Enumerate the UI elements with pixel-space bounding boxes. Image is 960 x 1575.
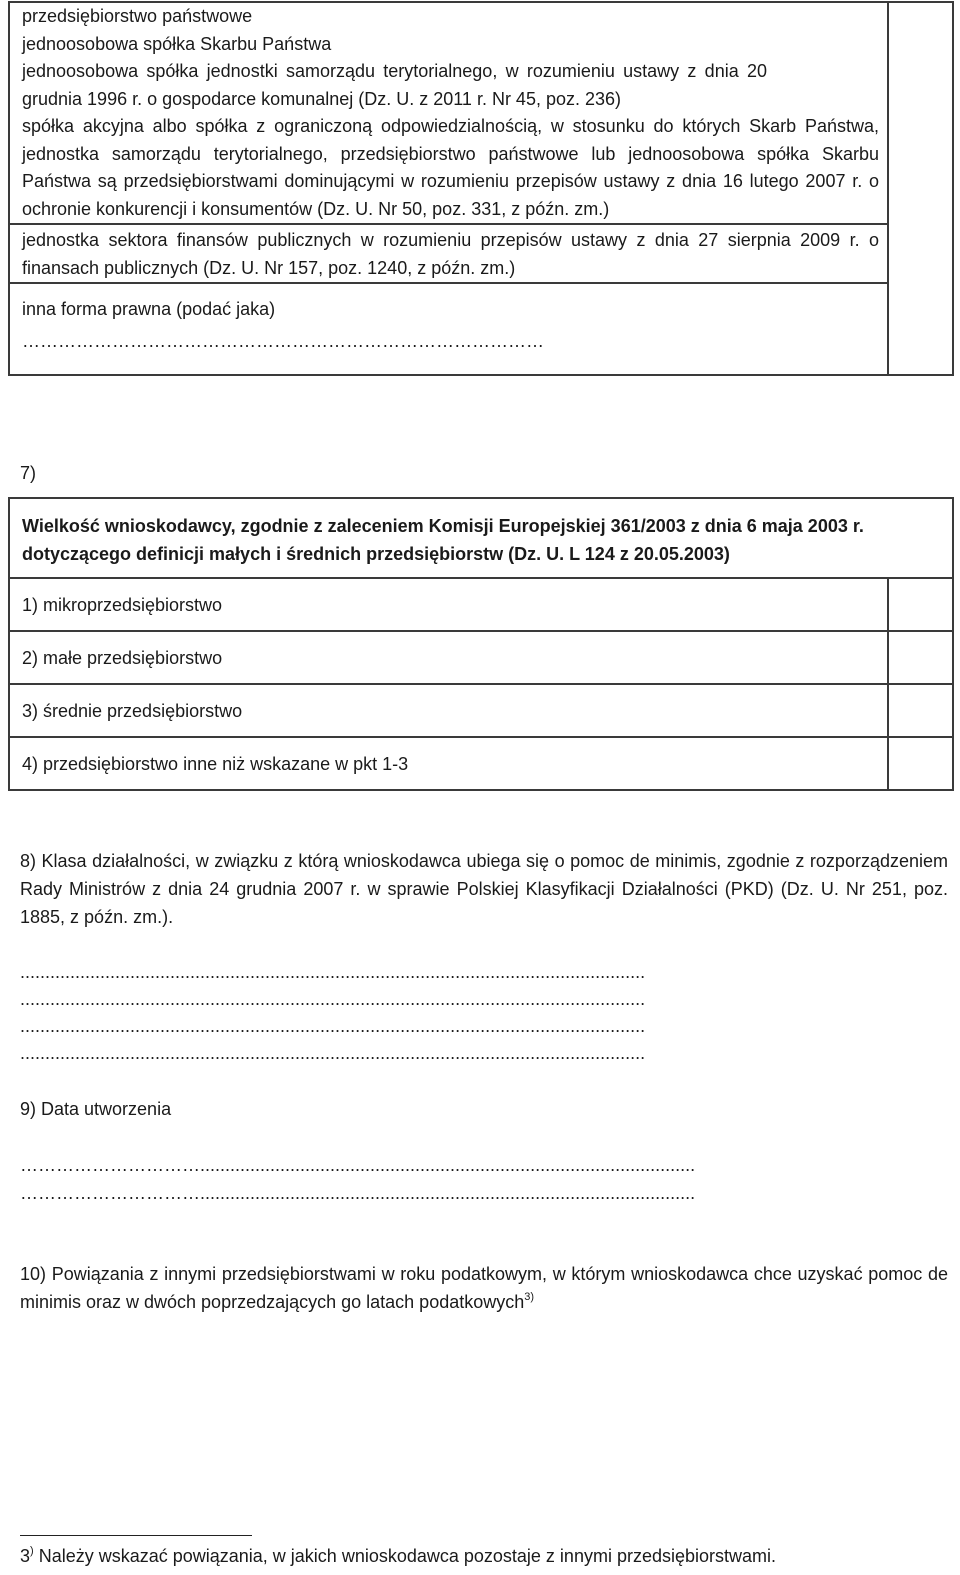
enterprise-size-option: 2) małe przedsiębiorstwo (22, 647, 223, 668)
enterprise-size-option: 4) przedsiębiorstwo inne niż wskazane w pkt 1-3 (22, 753, 409, 774)
footnote-number-sup: ) (30, 1545, 34, 1557)
activity-class-field[interactable]: ............................................................................................................................. (20, 989, 646, 1009)
footnote-text: Należy wskazać powiązania, w jakich wnioskodawca pozostaje z innymi przedsiębiorstwami. (33, 1546, 777, 1566)
enterprise-size-option: 3) średnie przedsiębiorstwo (22, 700, 243, 721)
creation-date-field[interactable]: …………………………................................................................................................... (20, 1183, 696, 1203)
activity-class-text: 8) Klasa działalności, w związku z którą wnioskodawca ubiega się o pomoc de minimis, zgodnie z rozporządzeniem Rady Ministrów z dnia 24 grudnia 2007 r. w sprawie Polskiej Klasyfikacji Działalności (PKD) (Dz. U. Nr 251, poz. 1885, z późn. zm.). (20, 851, 948, 927)
enterprise-size-checkbox[interactable] (888, 684, 953, 737)
footnote (20, 1543, 776, 1569)
creation-date-field[interactable]: …………………………................................................................................................... (20, 1155, 696, 1175)
related-enterprises-label: 10) Powiązania z innymi przedsiębiorstwami w roku podatkowym, w którym wnioskodawca chce uzyskać pomoc de minimis oraz w dwóch poprzedzających go latach podatkowych (20, 1264, 948, 1312)
table-row (9, 224, 953, 283)
enterprise-size-checkbox[interactable] (888, 737, 953, 790)
legal-form-option: spółka akcyjna albo spółka z ograniczoną odpowiedzialnością, w stosunku do których Skarb Państwa, jednostka samorządu terytorialnego, przedsiębiorstwo państwowe lub jednoosobowa spółka Skarbu Państwa są przedsiębiorstwami dominującymi w rozumieniu przepisów ustawy z dnia 16 lutego 2007 r. o ochronie konkurencji i konsumentów (Dz. U. Nr 50, poz. 331, z późn. zm.) (22, 116, 879, 219)
legal-form-checkbox-cell[interactable] (888, 2, 953, 375)
footnote-number: 3 (20, 1546, 31, 1566)
table-row (9, 498, 953, 578)
activity-class-field[interactable]: ............................................................................................................................. (20, 962, 646, 982)
legal-form-option: jednostka sektora finansów publicznych w rozumieniu przepisów ustawy z dnia 27 sierpnia 2009 r. o finansach publicznych (Dz. U. Nr 157, poz. 1240, z późn. zm.) (22, 230, 879, 278)
legal-form-option: jednoosobowa spółka jednostki samorządu terytorialnego, w rozumieniu ustawy z dnia 20 grudnia 1996 r. o gospodarce komunalnej (Dz. U. z 2011 r. Nr 45, poz. 236) (22, 61, 767, 109)
activity-class-field[interactable]: ............................................................................................................................. (20, 1043, 646, 1063)
other-legal-form-field[interactable]: …………………………………………………………………………… (22, 330, 544, 351)
legal-form-option: jednoosobowa spółka Skarbu Państwa (22, 33, 332, 54)
enterprise-size-table (8, 497, 954, 791)
section-7-number: 7) (20, 463, 37, 483)
footnote-reference: 3) (524, 1291, 535, 1303)
table-row (9, 2, 953, 224)
footnote-divider (20, 1535, 252, 1536)
enterprise-size-checkbox[interactable] (888, 578, 953, 631)
table-row (9, 631, 953, 684)
enterprise-size-checkbox[interactable] (888, 631, 953, 684)
enterprise-size-header: Wielkość wnioskodawcy, zgodnie z zaleceniem Komisji Europejskiej 361/2003 z dnia 6 maja 2003 r. dotyczącego definicji małych i średnich przedsiębiorstw (Dz. U. L 124 z 20.05.2003) (22, 516, 864, 564)
enterprise-size-option: 1) mikroprzedsiębiorstwo (22, 594, 223, 615)
creation-date-label: 9) Data utworzenia (20, 1099, 172, 1119)
other-legal-form-label: inna forma prawna (podać jaka) (22, 299, 276, 319)
table-row (9, 737, 953, 790)
legal-form-table (8, 1, 954, 376)
table-row (9, 283, 953, 375)
table-row (9, 578, 953, 631)
activity-class-field[interactable]: ............................................................................................................................. (20, 1016, 646, 1036)
legal-form-option: przedsiębiorstwo państwowe (22, 6, 253, 26)
table-row (9, 684, 953, 737)
related-enterprises-text (20, 1260, 948, 1316)
